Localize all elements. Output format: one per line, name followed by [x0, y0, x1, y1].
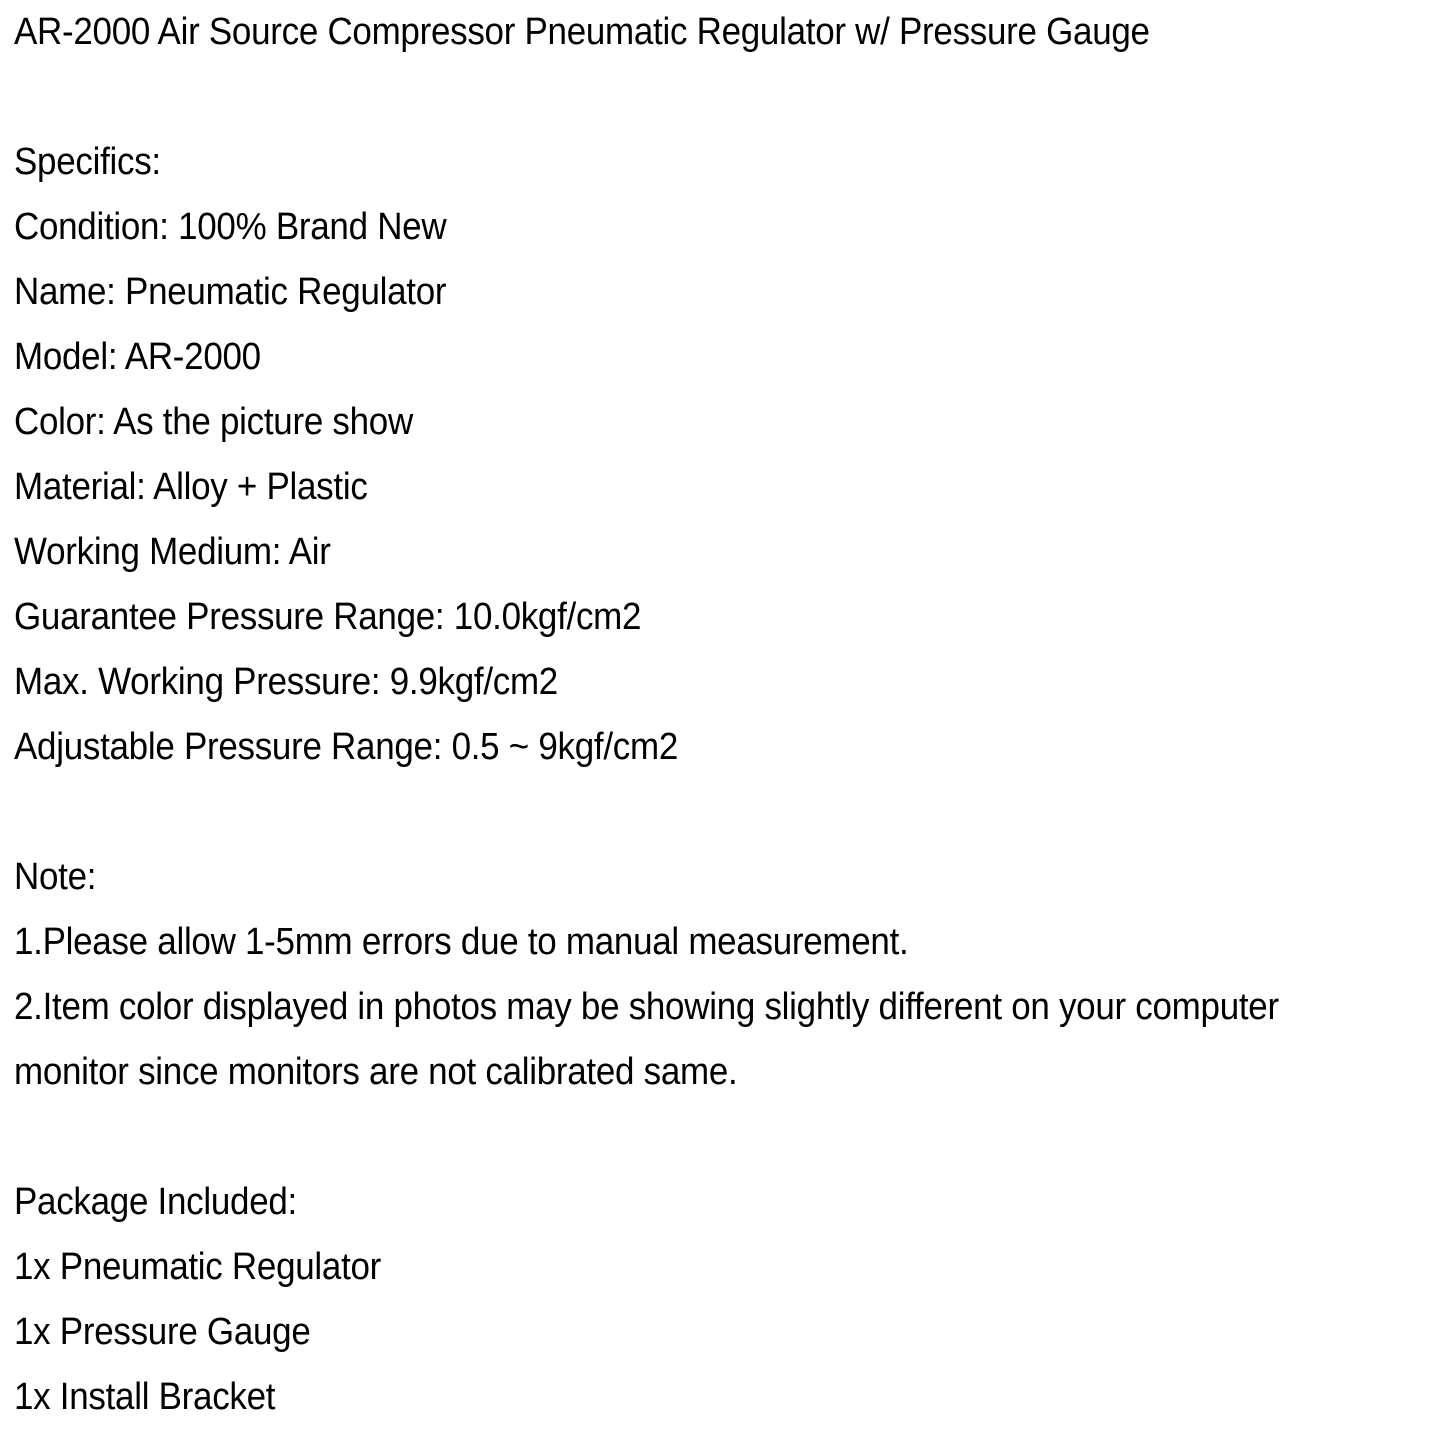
spacer — [14, 65, 1445, 130]
spec-name: Name: Pneumatic Regulator — [14, 271, 447, 313]
spacer — [14, 1105, 1445, 1170]
package-item-bracket: 1x Install Bracket — [14, 1376, 276, 1418]
spec-color: Color: As the picture show — [14, 401, 413, 443]
package-heading: Package Included: — [14, 1181, 297, 1223]
spec-working-medium: Working Medium: Air — [14, 531, 331, 573]
spec-guarantee-pressure: Guarantee Pressure Range: 10.0kgf/cm2 — [14, 596, 642, 638]
page-title: AR-2000 Air Source Compressor Pneumatic Regulator w/ Pressure Gauge — [14, 11, 1150, 53]
spec-condition: Condition: 100% Brand New — [14, 206, 447, 248]
package-item-gauge: 1x Pressure Gauge — [14, 1311, 311, 1353]
note-line-2: 2.Item color displayed in photos may be showing slightly different on your computer — [14, 986, 1279, 1028]
note-heading: Note: — [14, 856, 97, 898]
spec-material: Material: Alloy + Plastic — [14, 466, 368, 508]
spec-adjustable-pressure: Adjustable Pressure Range: 0.5 ~ 9kgf/cm2 — [14, 726, 678, 768]
spec-max-working-pressure: Max. Working Pressure: 9.9kgf/cm2 — [14, 661, 558, 703]
spacer — [14, 780, 1445, 845]
specifics-heading: Specifics: — [14, 141, 161, 183]
spec-model: Model: AR-2000 — [14, 336, 261, 378]
package-item-regulator: 1x Pneumatic Regulator — [14, 1246, 382, 1288]
note-line-1: 1.Please allow 1-5mm errors due to manual measurement. — [14, 921, 909, 963]
note-line-2-continued: monitor since monitors are not calibrated same. — [14, 1051, 738, 1093]
